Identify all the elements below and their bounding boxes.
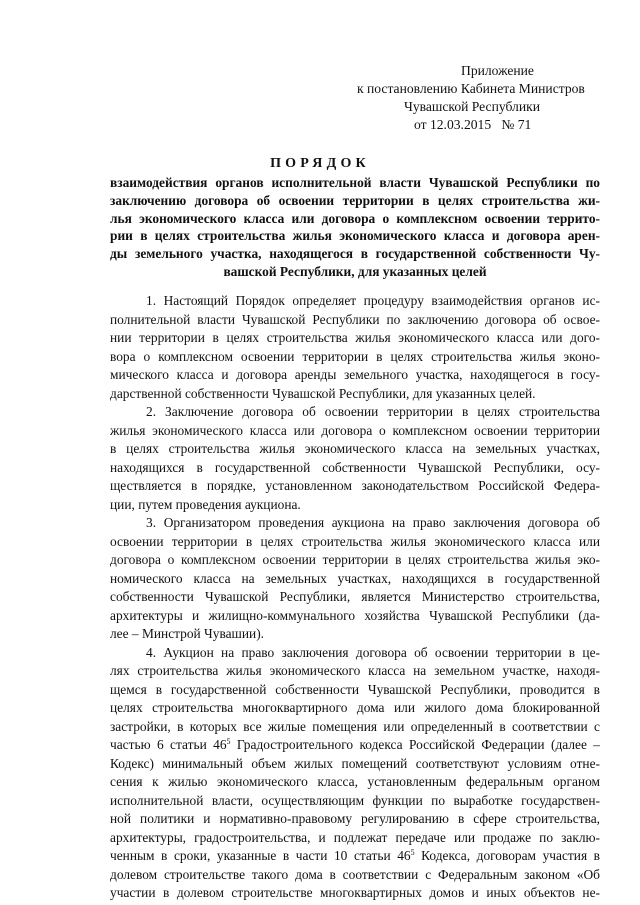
superscript: 5	[226, 737, 231, 746]
document-subtitle	[110, 174, 600, 281]
paragraph-line: архитектуры и жилищно-коммунального хозяйства Чувашской Республики (да-	[110, 607, 600, 623]
paragraph-line: номического класса на земельных участках, находящихся в государственной	[110, 570, 600, 586]
paragraph-line: 3. Организатором проведения аукциона на право заключения договора об	[146, 515, 600, 530]
subtitle-line: рии в целях строительства жилья экономического класса и договора арен-	[110, 228, 600, 244]
paragraph-line: целях строительства многоквартирного дома или жилого дома блокированной	[110, 700, 600, 715]
paragraph-line: сения к жилью экономического класса, установленным федеральным органом	[110, 774, 600, 789]
paragraph-1	[110, 292, 600, 403]
appendix-date-line	[352, 116, 622, 134]
document-title: ПОРЯДОК	[270, 156, 370, 171]
appendix-number: № 71	[501, 117, 532, 132]
appendix-block	[352, 62, 622, 134]
paragraph-line: находящихся в государственной собственности Чувашской Республики, осу-	[110, 459, 600, 475]
paragraph-line: ченным в сроки, указанные в части 10 статьи $46^5$ Кодекса, договорам участия в	[110, 848, 600, 863]
paragraph-line: в целях строительства жилья экономического класса на земельных участках,	[110, 441, 600, 456]
paragraph-line: вора о комплексном освоении территории в целях строительства жилья эконо-	[110, 348, 600, 364]
paragraph-line: застройки, в которых все жилые помещения или определенный в соответствии с	[110, 718, 600, 734]
subtitle-line: заключению договора об освоении территории в целях строительства жи-	[110, 192, 600, 208]
paragraph-line: собственности Чувашской Республики, является Министерство строительства,	[110, 589, 600, 604]
paragraph-line: архитектуры, градостроительства, и подлежат передаче или продаже по заклю-	[110, 829, 600, 845]
subtitle-line: вашской Республики, для указанных целей	[223, 263, 487, 279]
subtitle-line: лья экономического класса или договора о комплексном освоении террито-	[110, 210, 600, 226]
document-body	[110, 292, 600, 903]
appendix-line-3: Чувашской Республики	[404, 99, 540, 114]
paragraph-line: освоении территории в целях строительства жилья экономического класса или	[110, 533, 600, 549]
paragraph-4	[110, 644, 600, 903]
subtitle-line: взаимодействия органов исполнительной власти Чувашской Республики по	[110, 175, 600, 190]
paragraph-line: Кодекс) минимальный объем жилых помещений соответствуют условиям отне-	[110, 755, 600, 771]
paragraph-line: исполнительной власти, осуществляющим функции по выработке государствен-	[110, 792, 600, 808]
paragraph-line: лее – Минстрой Чувашии).	[110, 626, 264, 641]
paragraph-line: договора о комплексном освоении территории в целях строительства жилья эко-	[110, 552, 600, 567]
paragraph-line: ции, путем проведения аукциона.	[110, 496, 301, 512]
appendix-date: от 12.03.2015	[414, 117, 492, 132]
paragraph-line: полнительной власти Чувашской Республики по заключению договора об освое-	[110, 311, 600, 327]
appendix-line-2: к постановлению Кабинета Министров	[357, 81, 585, 96]
superscript: 5	[410, 848, 415, 857]
paragraph-2	[110, 403, 600, 514]
paragraph-line: лях строительства жилья экономического класса на земельном участке, находя-	[110, 663, 600, 678]
subtitle-line: ды земельного участка, находящегося в государственной собственности Чу-	[110, 246, 600, 262]
paragraph-line: 2. Заключение договора об освоении территории в целях строительства	[146, 404, 600, 419]
appendix-line-1: Приложение	[461, 63, 534, 78]
paragraph-line: мического класса и договора аренды земельного участка, находящегося в госу-	[110, 367, 600, 382]
paragraph-line: участии в долевом строительстве многоквартирных домов и иных объектов не-	[110, 885, 600, 900]
paragraph-line: 1. Настоящий Порядок определяет процедуру взаимодействия органов ис-	[146, 293, 600, 308]
paragraph-line: частью 6 статьи $46^5$ Градостроительного кодекса Российской Федерации (далее –	[110, 737, 600, 752]
paragraph-line: щемся в государственной собственности Чувашской Республики, проводится в	[110, 681, 600, 697]
paragraph-line: жилья экономического класса или договора о комплексном освоении территории	[110, 422, 600, 438]
paragraph-line: долевом строительстве такого дома в соответствии с Федеральным законом «Об	[110, 866, 600, 882]
paragraph-3	[110, 514, 600, 644]
paragraph-line: дарственной собственности Чувашской Республики, для указанных целей.	[110, 385, 536, 401]
paragraph-line: ной политики и нормативно-правовому регулированию в сфере строительства,	[110, 811, 600, 826]
paragraph-line: нии территории в целях строительства жилья экономического класса или дого-	[110, 330, 600, 345]
paragraph-line: ществляется в порядке, установленном законодательством Российской Федера-	[110, 478, 600, 493]
paragraph-line: 4. Аукцион на право заключения договора об освоении территории в це-	[146, 644, 600, 660]
